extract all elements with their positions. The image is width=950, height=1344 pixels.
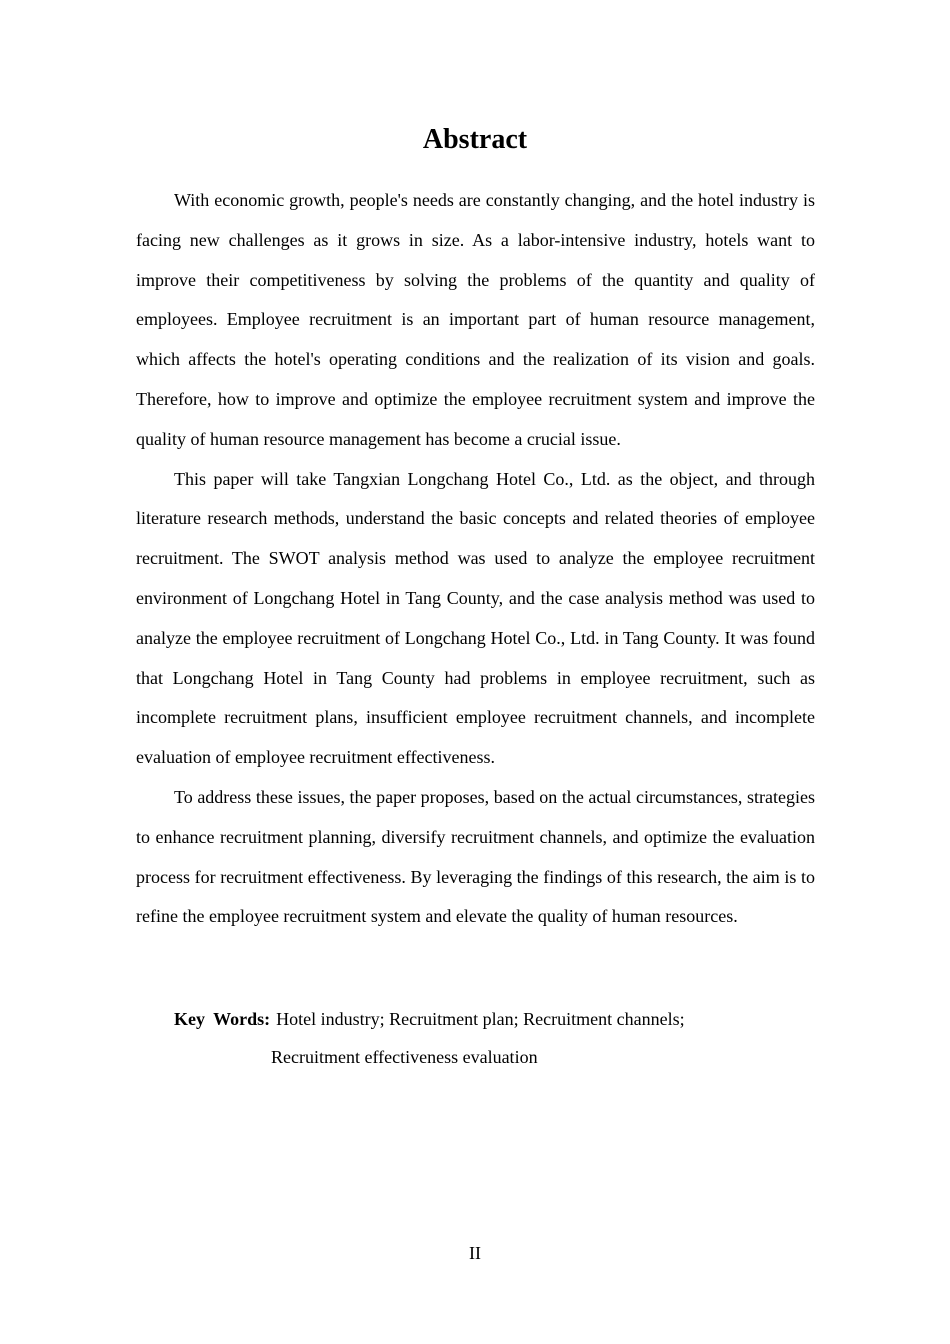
abstract-title: Abstract — [422, 124, 528, 155]
keywords-line-2: Recruitment effectiveness evaluation — [271, 1047, 538, 1067]
abstract-body — [136, 181, 815, 937]
abstract-paragraph-1: With economic growth, people's needs are constantly changing, and the hotel industry is facing new challenges as it grows in size. As a labor-intensive industry, hotels want to improve their competitiveness by solving the problems of the quantity and quality of employees. Employee recruitment is an important part of human resource management, which affects the hotel's operating conditions and the realization of its vision and goals. Therefore, how to improve and optimize the employee recruitment system and improve the quality of human resource management has become a crucial issue. — [136, 190, 815, 449]
abstract-paragraph-3: To address these issues, the paper proposes, based on the actual circumstances, strategies to enhance recruitment planning, diversify recruitment channels, and optimize the evaluation process for recruitment effectiveness. By leveraging the findings of this research, the aim is to refine the employee recruitment system and elevate the quality of human resources. — [136, 786, 815, 927]
abstract-paragraph-2: This paper will take Tangxian Longchang Hotel Co., Ltd. as the object, and through literature research methods, understand the basic concepts and related theories of employee recruitment. The SWOT analysis method was used to analyze the employee recruitment environment of Longchang Hotel in Tang County, and the case analysis method was used to analyze the employee recruitment of Longchang Hotel Co., Ltd. in Tang County. It was found that Longchang Hotel in Tang County had problems in employee recruitment, such as incomplete recruitment plans, insufficient employee recruitment channels, and incomplete evaluation of employee recruitment effectiveness. — [136, 468, 815, 768]
page-number: II — [469, 1243, 481, 1263]
keywords-label: Key Words: — [174, 1009, 271, 1029]
keywords-line-1: Hotel industry; Recruitment plan; Recruitment channels; — [276, 1009, 685, 1029]
keywords-section — [174, 1000, 794, 1076]
